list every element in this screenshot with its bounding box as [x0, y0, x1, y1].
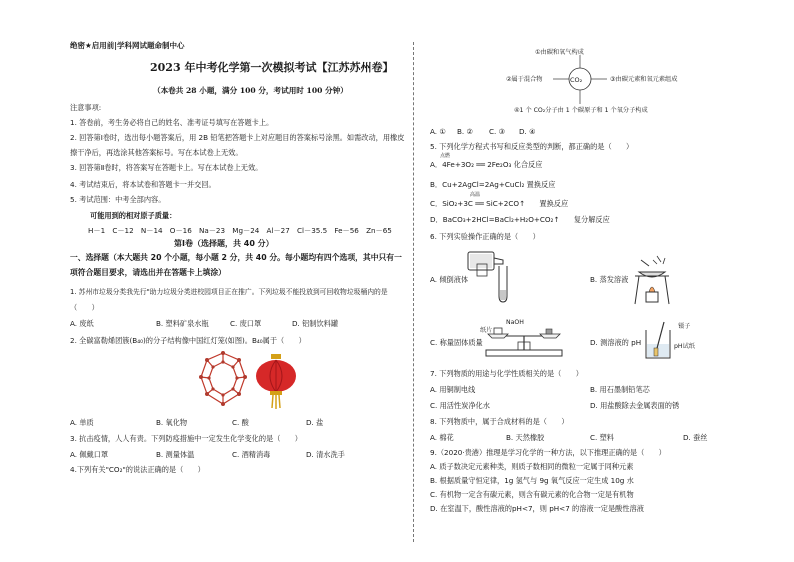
q7-option-b: B. 用石墨制铅笔芯 — [590, 385, 650, 394]
q5-option-d: D．BaCO₃+2HCl=BaCl₂+H₂O+CO₂↑ 复分解反应 — [430, 215, 610, 224]
q6-option-b: B. 蒸发溶液 — [590, 275, 629, 284]
q9-option-a: A. 质子数决定元素种类，则质子数相同的微粒一定属于同种元素 — [430, 462, 634, 471]
q9-option-d: D. 在室温下，酸性溶液的pH<7，则 pH<7 的溶液一定是酸性溶液 — [430, 504, 644, 513]
q6-option-d: D. 测溶液的 pH — [590, 338, 642, 347]
q1-option-a: A. 废纸 — [70, 319, 94, 328]
question-4: 4.下列有关"CO₂"的说法正确的是（ ） — [70, 465, 205, 474]
naoh-label: NaOH — [506, 319, 524, 326]
question-3: 3. 抗击疫情，人人有责。下列防疫措施中一定发生化学变化的是（ ） — [70, 434, 302, 443]
co2-center-label: CO₂ — [570, 76, 583, 84]
note-item: 5. 考试范围：中考全部内容。 — [70, 195, 166, 204]
note-item: 1. 答卷前，考生务必将自己的姓名、准考证号填写在答题卡上。 — [70, 118, 274, 127]
exam-subtitle: （本卷共 28 小题，满分 100 分，考试用时 100 分钟） — [153, 86, 348, 95]
co2-bottom-label: ④1 个 CO₂分子由 1 个碳原子和 1 个氧分子构成 — [514, 107, 648, 114]
q3-option-b: B. 测量体温 — [156, 450, 195, 459]
watermark-text: 绝密★启用前|学科网试题命制中心 — [70, 41, 185, 50]
pour-liquid-image — [465, 246, 525, 306]
q3-option-a: A. 佩戴口罩 — [70, 450, 109, 459]
q5-condition-heat: 高温 — [470, 192, 481, 198]
question-2: 2. 全碳富勒烯团簇(B₄₀)的分子结构像中国红灯笼(如图)。B₄₀属于（ ） — [70, 336, 306, 345]
tweezers-label: 镊子 — [678, 323, 691, 330]
note-item: 3. 回答第Ⅱ卷时，将答案写在答题卡上。写在本试卷上无效。 — [70, 163, 263, 172]
question-9: 9.（2020·贵港）推理是学习化学的一种方法，以下推理正确的是（ ） — [430, 448, 666, 457]
q6-option-a: A. 倾倒液体 — [430, 275, 469, 284]
q4-option-b: B. ② — [457, 127, 473, 136]
notes-heading: 注意事项: — [70, 103, 102, 112]
q7-option-d: D. 用盐酸除去金属表面的锈 — [590, 401, 680, 410]
co2-top-label: ①由碳和氧气构成 — [535, 49, 584, 56]
q1-option-d: D. 铝制饮料罐 — [292, 319, 339, 328]
atomic-mass-values: H－1 C－12 N－14 O－16 Na－23 Mg－24 Al－27 Cl－35.5 Fe－56 Zn－65 — [88, 226, 392, 235]
q8-option-c: C. 塑料 — [590, 433, 614, 442]
exam-title: 2023 年中考化学第一次模拟考试【江苏苏州卷】 — [150, 61, 394, 74]
q5-condition-ignite: 点燃 — [440, 153, 451, 159]
q5-option-a: A．4Fe+3O₂ ══ 2Fe₂O₃ 化合反应 — [430, 160, 543, 169]
q2-option-d: D. 盐 — [306, 418, 324, 427]
q3-option-c: C. 酒精消毒 — [232, 450, 271, 459]
q9-option-c: C. 有机物一定含有碳元素，则含有碳元素的化合物一定是有机物 — [430, 490, 634, 499]
question-1-blank: （ ） — [70, 303, 99, 312]
paper-label: 纸片 — [480, 327, 493, 334]
ph-paper-label: pH试纸 — [674, 343, 695, 350]
balance-weighing-image — [480, 318, 568, 360]
note-item: 擦干净后，再选涂其他答案标号。写在本试卷上无效。 — [70, 148, 243, 157]
evaporate-solution-image — [627, 252, 677, 307]
co2-right-label: ③由碳元素和氧元素组成 — [610, 76, 678, 83]
red-lantern-image — [254, 352, 298, 410]
q5-option-c: C．SiO₂+3C ══ SiC+2CO↑ 置换反应 — [430, 199, 569, 208]
column-divider — [413, 42, 414, 542]
q2-option-b: B. 氧化物 — [156, 418, 188, 427]
q1-option-b: B. 塑料矿泉水瓶 — [156, 319, 209, 328]
note-item: 4. 考试结束后，将本试卷和答题卡一并交回。 — [70, 180, 216, 189]
section-intro: 项符合题目要求，请选出并在答题卡上填涂） — [70, 268, 226, 277]
fullerene-cluster-image — [198, 350, 248, 408]
question-6: 6. 下列实验操作正确的是（ ） — [430, 232, 540, 241]
question-5: 5. 下列化学方程式书写和反应类型的判断，都正确的是（ ） — [430, 142, 634, 151]
question-8: 8. 下列物质中，属于合成材料的是（ ） — [430, 417, 569, 426]
question-1: 1. 苏州市垃圾分类我先行"助力垃圾分类进校园项目正在推广。下列垃圾不能投放到可回收物垃圾桶内的是 — [70, 288, 388, 296]
question-7: 7. 下列物质的用途与化学性质相关的是（ ） — [430, 369, 583, 378]
q2-option-c: C. 酸 — [232, 418, 249, 427]
q7-option-c: C. 用活性炭净化水 — [430, 401, 490, 410]
q7-option-a: A. 用铜制电线 — [430, 385, 476, 394]
q8-option-b: B. 天然橡胶 — [506, 433, 545, 442]
co2-left-label: ②属于混合物 — [506, 76, 543, 83]
q5-option-b: B．Cu+2AgCl=2Ag+CuCl₂ 置换反应 — [430, 180, 556, 189]
q4-option-a: A. ① — [430, 127, 446, 136]
q4-option-c: C. ③ — [489, 127, 506, 136]
section-heading: 第Ⅰ卷（选择题，共 40 分） — [174, 239, 274, 248]
q9-option-b: B. 根据质量守恒定律，1g 氢气与 9g 氧气反应一定生成 10g 水 — [430, 476, 634, 485]
q2-option-a: A. 单质 — [70, 418, 94, 427]
q3-option-d: D. 清水洗手 — [306, 450, 345, 459]
q8-option-a: A. 棉花 — [430, 433, 454, 442]
ph-test-image — [640, 320, 682, 362]
q1-option-c: C. 废口罩 — [230, 319, 262, 328]
q8-option-d: D. 蚕丝 — [683, 433, 708, 442]
q6-option-c: C. 称量固体质量 — [430, 338, 483, 347]
q4-option-d: D. ④ — [519, 127, 536, 136]
section-intro: 一、选择题（本大题共 20 个小题，每小题 2 分，共 40 分。每小题均有四个选项，其中只有一 — [70, 253, 402, 262]
atomic-mass-heading: 可能用到的相对原子质量： — [90, 211, 177, 220]
note-item: 2. 回答第Ⅰ卷时，选出每小题答案后，用 2B 铅笔把答题卡上对应题目的答案标号涂黑。如需改动，用橡皮 — [70, 133, 405, 142]
